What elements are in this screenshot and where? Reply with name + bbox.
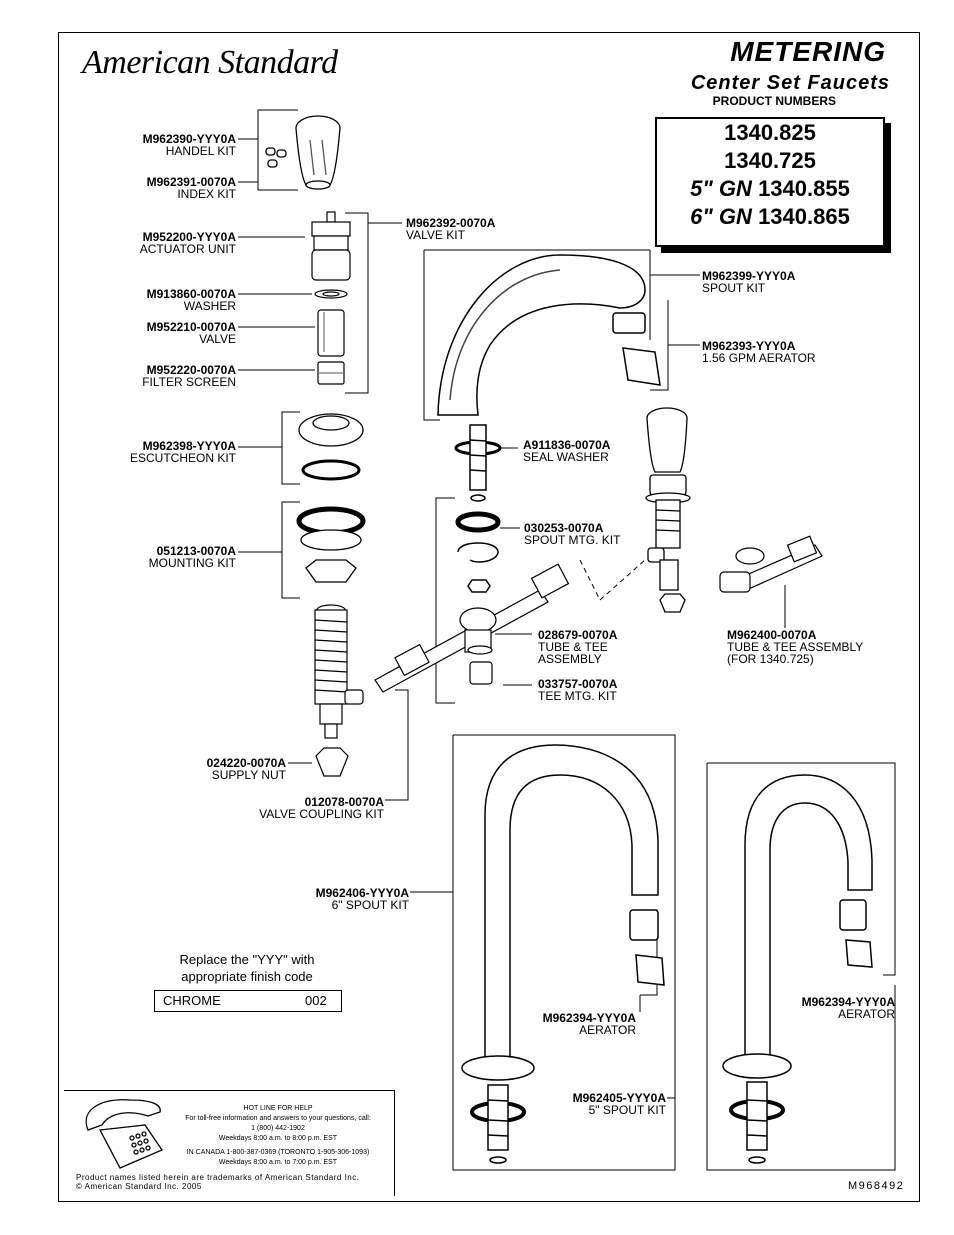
part-label-filter-screen: M952220-0070A FILTER SCREEN [142,363,236,389]
finish-note: Replace the "YYY" with appropriate finish code [179,952,315,984]
part-label-spout-kit: M962399-YYY0A SPOUT KIT [702,269,796,295]
product-row: 1340.725 [724,148,816,173]
part-label-aerator-5in: M962394-YYY0A AERATOR [801,995,895,1021]
part-label-seal-washer: A911836-0070A SEAL WASHER [523,438,611,464]
part-label-escutcheon-kit: M962398-YYY0A ESCUTCHEON KIT [129,439,236,465]
brand-logo: American Standard [82,44,338,81]
part-label-handle-kit: M962390-YYY0A HANDEL KIT [142,132,236,158]
product-row: 6" GN 1340.865 [690,204,850,229]
part-label-aerator-156: M962393-YYY0A 1.56 GPM AERATOR [702,339,816,365]
part-label-washer: M913860-0070A WASHER [146,287,236,313]
product-row: 5" GN 1340.855 [690,176,850,201]
finish-name: CHROME [163,993,221,1008]
part-label-supply-nut: 024220-0070A SUPPLY NUT [206,756,286,782]
legal-text: Product names listed herein are trademarks of American Standard Inc. © American Standard Inc. 2005 [76,1173,360,1191]
part-label-5in-spout-kit: M962405-YYY0A 5" SPOUT KIT [572,1091,666,1117]
part-label-actuator-unit: M952200-YYY0A ACTUATOR UNIT [139,230,236,256]
part-label-mounting-kit: 051213-0070A MOUNTING KIT [148,544,236,570]
part-label-spout-mtg-kit: 030253-0070A SPOUT MTG. KIT [524,521,621,547]
part-label-index-kit: M962391-0070A INDEX KIT [146,175,236,201]
part-label-valve-kit: M962392-0070A VALVE KIT [406,216,496,242]
finish-code-table [154,990,342,1012]
part-label-valve: M952210-0070A VALVE [146,320,236,346]
product-numbers-box [655,117,885,247]
product-numbers-label: PRODUCT NUMBERS [712,94,836,108]
part-label-tee-mtg-kit: 033757-0070A TEE MTG. KIT [538,677,618,703]
part-label-valve-coupling-kit: 012078-0070A VALVE COUPLING KIT [259,795,384,821]
product-row: 1340.825 [724,120,816,145]
page-subtitle: Center Set Faucets [690,72,890,94]
part-label-tube-tee: 028679-0070A TUBE & TEE ASSEMBLY [538,628,618,666]
part-label-6in-spout-kit: M962406-YYY0A 6" SPOUT KIT [315,886,409,912]
page-title: METERING [730,36,886,67]
document-number: M968492 [848,1180,905,1192]
hotline-text: HOT LINE FOR HELP For toll-free information and answers to your questions, call: 1 (800) 442-1902 Weekdays 8:00 a.m. to 8:00 p.m. EST IN CANADA 1-800-387-0369 (TORONTO 1-905-306-1093) Weekdays 8:00 a.m. to 7:00 p.m. EST [185,1105,371,1166]
part-label-tube-tee-725: M962400-0070A TUBE & TEE ASSEMBLY (FOR 1340.725) [727,628,864,666]
finish-code: 002 [305,993,327,1008]
part-label-aerator-6in: M962394-YYY0A AERATOR [542,1011,636,1037]
